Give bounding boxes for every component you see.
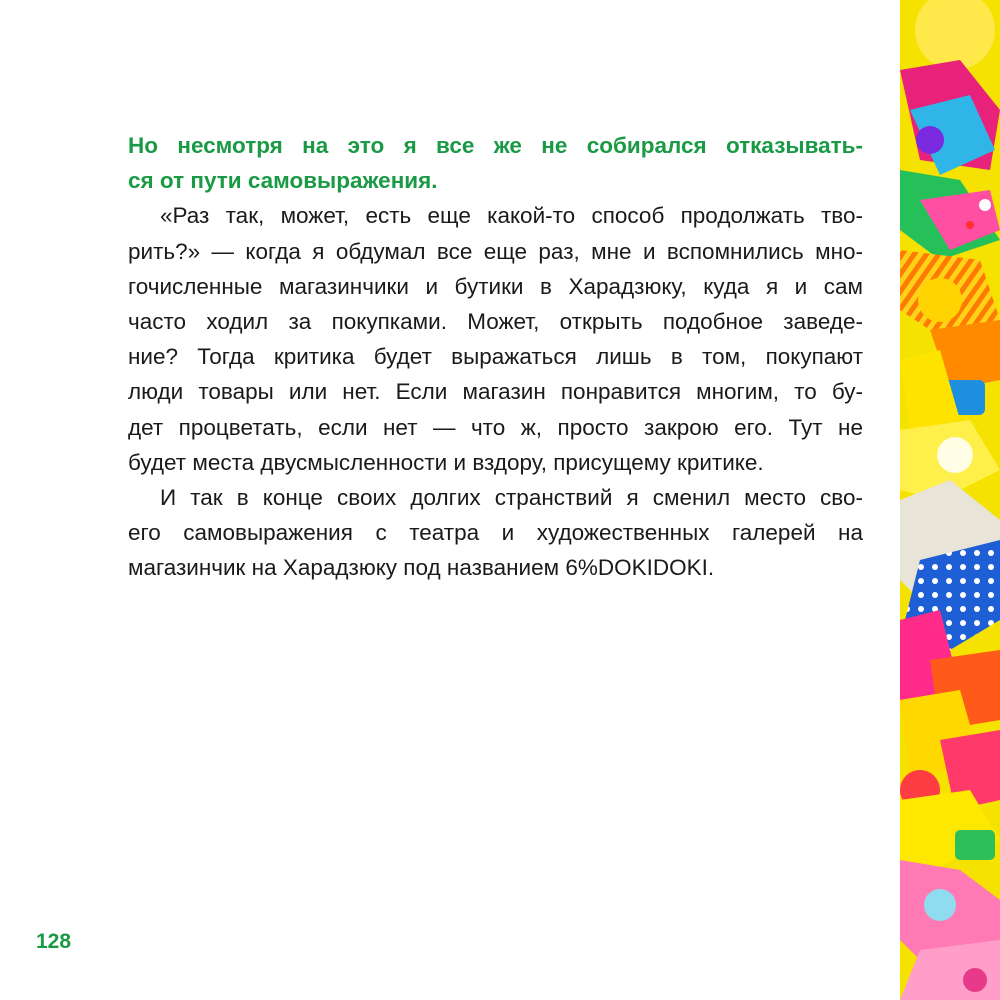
lead-line-2: ся от пути самовыражения. bbox=[128, 168, 438, 194]
paragraph-2-line-1: И так в конце своих долгих странствий я сменил место сво- bbox=[160, 484, 863, 510]
colorful-toys-photo bbox=[900, 0, 1000, 1000]
paragraph-1-line-7: дет процветать, если нет — что ж, просто закрою его. Тут не bbox=[128, 414, 863, 440]
paragraph-1-line-6: люди товары или нет. Если магазин понравится многим, то бу- bbox=[128, 379, 863, 405]
paragraph-2-line-3: магазинчик на Харадзюку под названием 6%DOKIDOKI. bbox=[128, 555, 715, 581]
paragraph-1-line-8: будет места двусмысленности и вздору, присущему критике. bbox=[128, 449, 764, 475]
toys-collage-image bbox=[900, 0, 1000, 1000]
page-number: 128 bbox=[36, 930, 72, 953]
paragraph-1-line-4: часто ходил за покупками. Может, открыть подобное заведе- bbox=[128, 308, 863, 334]
paragraph-1-line-3: гочисленные магазинчики и бутики в Харадзюку, куда я и сам bbox=[128, 273, 863, 299]
paragraph-1-line-5: ние? Тогда критика будет выражаться лишь в том, покупают bbox=[128, 344, 863, 370]
paragraph-1-line-2: рить?» — когда я обдумал все еще раз, мне и вспомнились мно- bbox=[128, 238, 863, 264]
lead-line-1: Но несмотря на это я все же не собирался отказывать- bbox=[128, 133, 863, 158]
paragraph-1-line-1: «Раз так, может, есть еще какой-то способ продолжать тво- bbox=[160, 203, 863, 229]
paragraph-2-line-2: его самовыражения с театра и художественных галерей на bbox=[128, 520, 863, 546]
body-text bbox=[128, 128, 863, 585]
